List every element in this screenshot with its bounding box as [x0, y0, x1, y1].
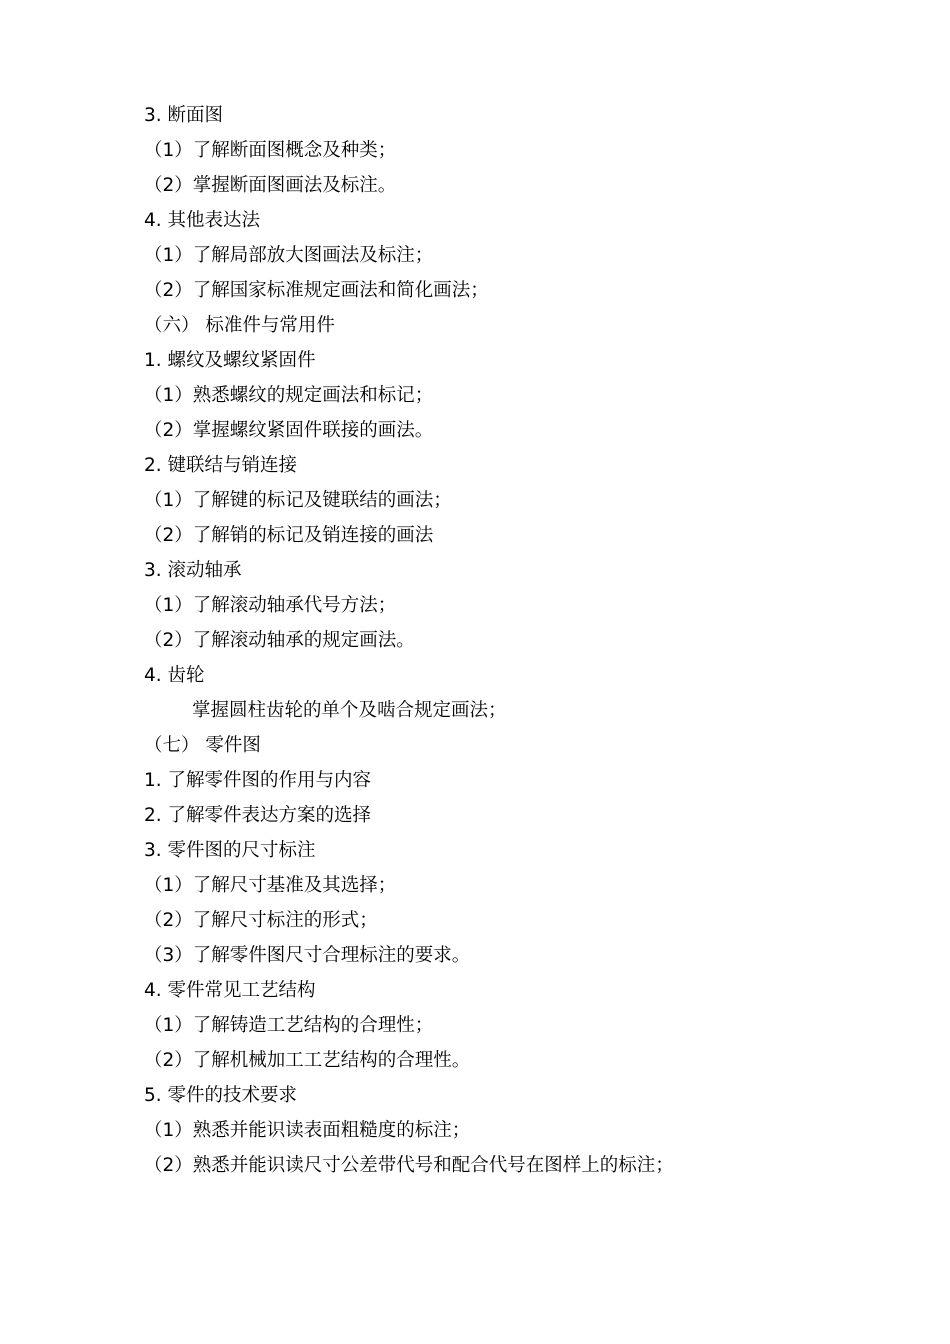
- section-heading: 3. 断面图: [144, 105, 224, 126]
- list-item: （1）熟悉螺纹的规定画法和标记；: [144, 385, 434, 406]
- list-item: （1）了解滚动轴承代号方法；: [144, 595, 397, 616]
- list-item: （1）了解局部放大图画法及标注；: [144, 245, 434, 266]
- list-item: （2）熟悉并能识读尺寸公差带代号和配合代号在图样上的标注；: [144, 1155, 674, 1176]
- section-heading: 3. 零件图的尺寸标注: [144, 840, 316, 861]
- list-item: （2）了解滚动轴承的规定画法。: [144, 630, 415, 651]
- list-item: 掌握圆柱齿轮的单个及啮合规定画法；: [192, 700, 507, 721]
- list-item: （2）了解销的标记及销连接的画法: [144, 525, 434, 546]
- section-heading: 2. 键联结与销连接: [144, 455, 298, 476]
- section-heading: 4. 齿轮: [144, 665, 205, 686]
- list-item: （1）了解铸造工艺结构的合理性；: [144, 1015, 434, 1036]
- section-heading: 4. 其他表达法: [144, 210, 261, 231]
- section-heading: 2. 了解零件表达方案的选择: [144, 805, 372, 826]
- list-item: （1）熟悉并能识读表面粗糙度的标注；: [144, 1120, 471, 1141]
- section-heading: 1. 螺纹及螺纹紧固件: [144, 350, 316, 371]
- list-item: （1）了解尺寸基准及其选择；: [144, 875, 397, 896]
- list-item: （2）掌握断面图画法及标注。: [144, 175, 397, 196]
- section-heading: 5. 零件的技术要求: [144, 1085, 298, 1106]
- section-heading: 3. 滚动轴承: [144, 560, 242, 581]
- chapter-heading: （六） 标准件与常用件: [144, 315, 335, 336]
- section-heading: 1. 了解零件图的作用与内容: [144, 770, 372, 791]
- section-heading: 4. 零件常见工艺结构: [144, 980, 316, 1001]
- list-item: （1）了解断面图概念及种类；: [144, 140, 397, 161]
- list-item: （2）了解国家标准规定画法和简化画法；: [144, 280, 489, 301]
- list-item: （2）了解机械加工工艺结构的合理性。: [144, 1050, 471, 1071]
- list-item: （3）了解零件图尺寸合理标注的要求。: [144, 945, 471, 966]
- list-item: （2）了解尺寸标注的形式；: [144, 910, 378, 931]
- list-item: （2）掌握螺纹紧固件联接的画法。: [144, 420, 434, 441]
- list-item: （1）了解键的标记及键联结的画法；: [144, 490, 452, 511]
- chapter-heading: （七） 零件图: [144, 735, 261, 756]
